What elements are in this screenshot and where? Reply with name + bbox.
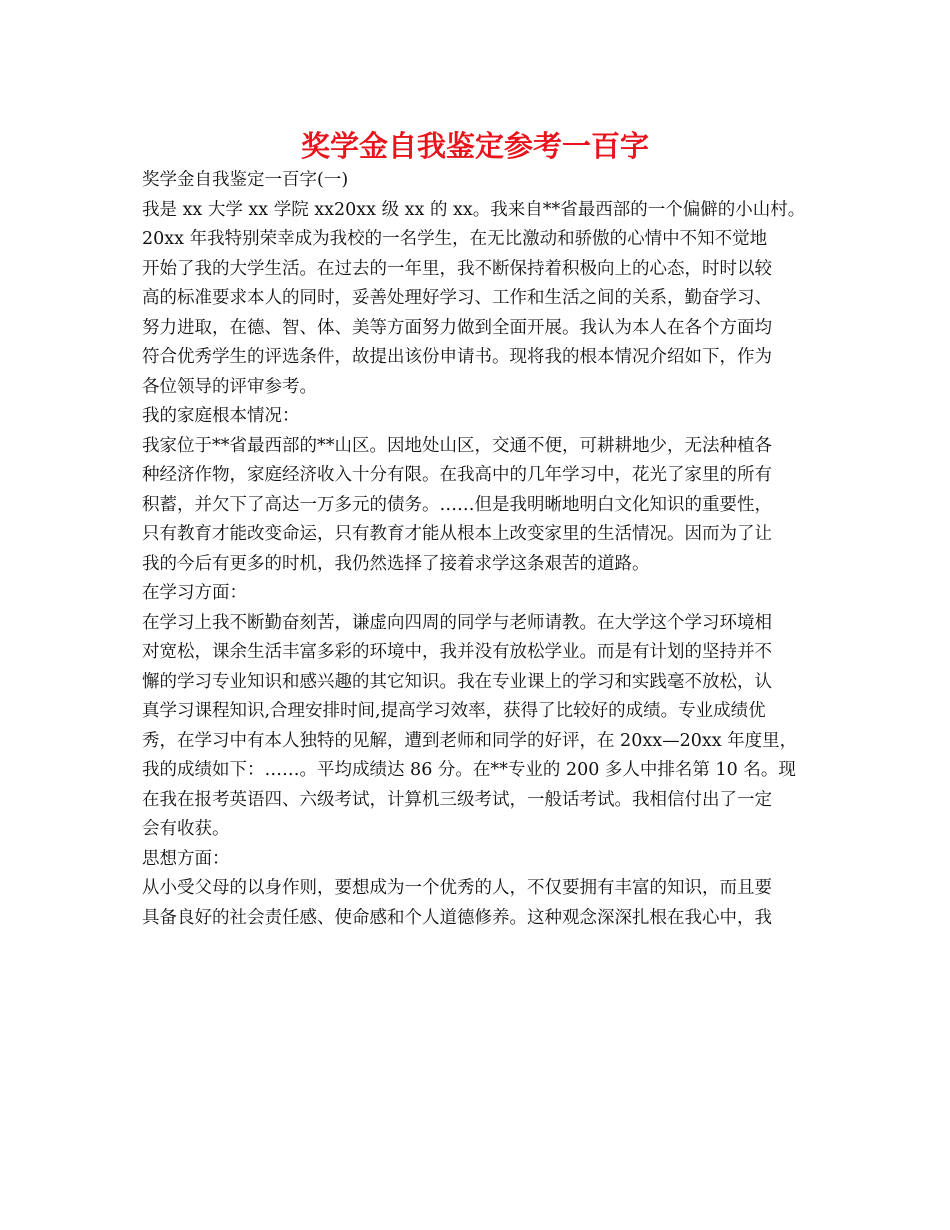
study-paragraph bbox=[142, 609, 810, 845]
thought-heading: 思想方面： bbox=[142, 848, 230, 869]
paragraph-line: 秀，在学习中有本人独特的见解，遭到老师和同学的好评，在 20xx—20xx 年度里， bbox=[142, 730, 798, 751]
paragraph-line: 懈的学习专业知识和感兴趣的其它知识。我在专业课上的学习和实践毫不放松，认 bbox=[142, 671, 772, 692]
paragraph-line: 符合优秀学生的评选条件，故提出该份申请书。现将我的根本情况介绍如下，作为 bbox=[142, 347, 772, 367]
paragraph-line: 各位领导的评审参考。 bbox=[142, 376, 317, 397]
paragraph-line: 我的成绩如下：……。平均成绩达 86 分。在**专业的 200 多人中排名第 10 名。现 bbox=[142, 760, 796, 780]
paragraph-line: 会有收获。 bbox=[142, 819, 230, 839]
document-body bbox=[142, 166, 810, 933]
paragraph-line: 我是 xx 大学 xx 学院 xx20xx 级 xx 的 xx。我来自**省最西部的一个偏僻的小山村。 bbox=[142, 199, 806, 220]
paragraph-line: 20xx 年我特别荣幸成为我校的一名学生，在无比激动和骄傲的心情中不知不觉地 bbox=[142, 229, 768, 249]
document-subtitle: 奖学金自我鉴定一百字(一) bbox=[142, 170, 349, 190]
paragraph-line: 具备良好的社会责任感、使命感和个人道德修养。这种观念深深扎根在我心中，我 bbox=[142, 907, 772, 928]
family-paragraph bbox=[142, 432, 810, 580]
paragraph-line: 高的标准要求本人的同时，妥善处理好学习、工作和生活之间的关系，勤奋学习、 bbox=[142, 288, 772, 308]
intro-paragraph bbox=[142, 196, 810, 403]
document-title: 奖学金自我鉴定参考一百字 bbox=[300, 129, 649, 163]
paragraph-line: 积蓄，并欠下了高达一万多元的债务。……但是我明晰地明白文化知识的重要性， bbox=[142, 494, 772, 515]
paragraph-line: 在我在报考英语四、六级考试，计算机三级考试，一般话考试。我相信付出了一定 bbox=[142, 789, 772, 810]
paragraph-line: 我的今后有更多的时机，我仍然选择了接着求学这条艰苦的道路。 bbox=[142, 553, 650, 574]
study-heading: 在学习方面： bbox=[142, 583, 247, 603]
paragraph-line: 只有教育才能改变命运，只有教育才能从根本上改变家里的生活情况。因而为了让 bbox=[142, 524, 772, 544]
paragraph-line: 种经济作物，家庭经济收入十分有限。在我高中的几年学习中，花光了家里的所有 bbox=[142, 465, 772, 485]
thought-paragraph bbox=[142, 874, 810, 933]
paragraph-line: 在学习上我不断勤奋刻苦，谦虚向四周的同学与老师请教。在大学这个学习环境相 bbox=[142, 612, 772, 633]
paragraph-line: 努力进取，在德、智、体、美等方面努力做到全面开展。我认为本人在各个方面均 bbox=[142, 317, 772, 338]
paragraph-line: 从小受父母的以身作则，要想成为一个优秀的人，不仅要拥有丰富的知识，而且要 bbox=[142, 878, 772, 898]
paragraph-line: 我家位于**省最西部的**山区。因地处山区，交通不便，可耕耕地少，无法种植各 bbox=[142, 435, 772, 456]
paragraph-line: 开始了我的大学生活。在过去的一年里，我不断保持着积极向上的心态，时时以较 bbox=[142, 258, 772, 279]
paragraph-line: 真学习课程知识,合理安排时间,提高学习效率，获得了比较好的成绩。专业成绩优 bbox=[142, 701, 766, 721]
paragraph-line: 对宽松，课余生活丰富多彩的环境中，我并没有放松学业。而是有计划的坚持并不 bbox=[142, 642, 772, 662]
family-heading: 我的家庭根本情况： bbox=[142, 406, 300, 426]
